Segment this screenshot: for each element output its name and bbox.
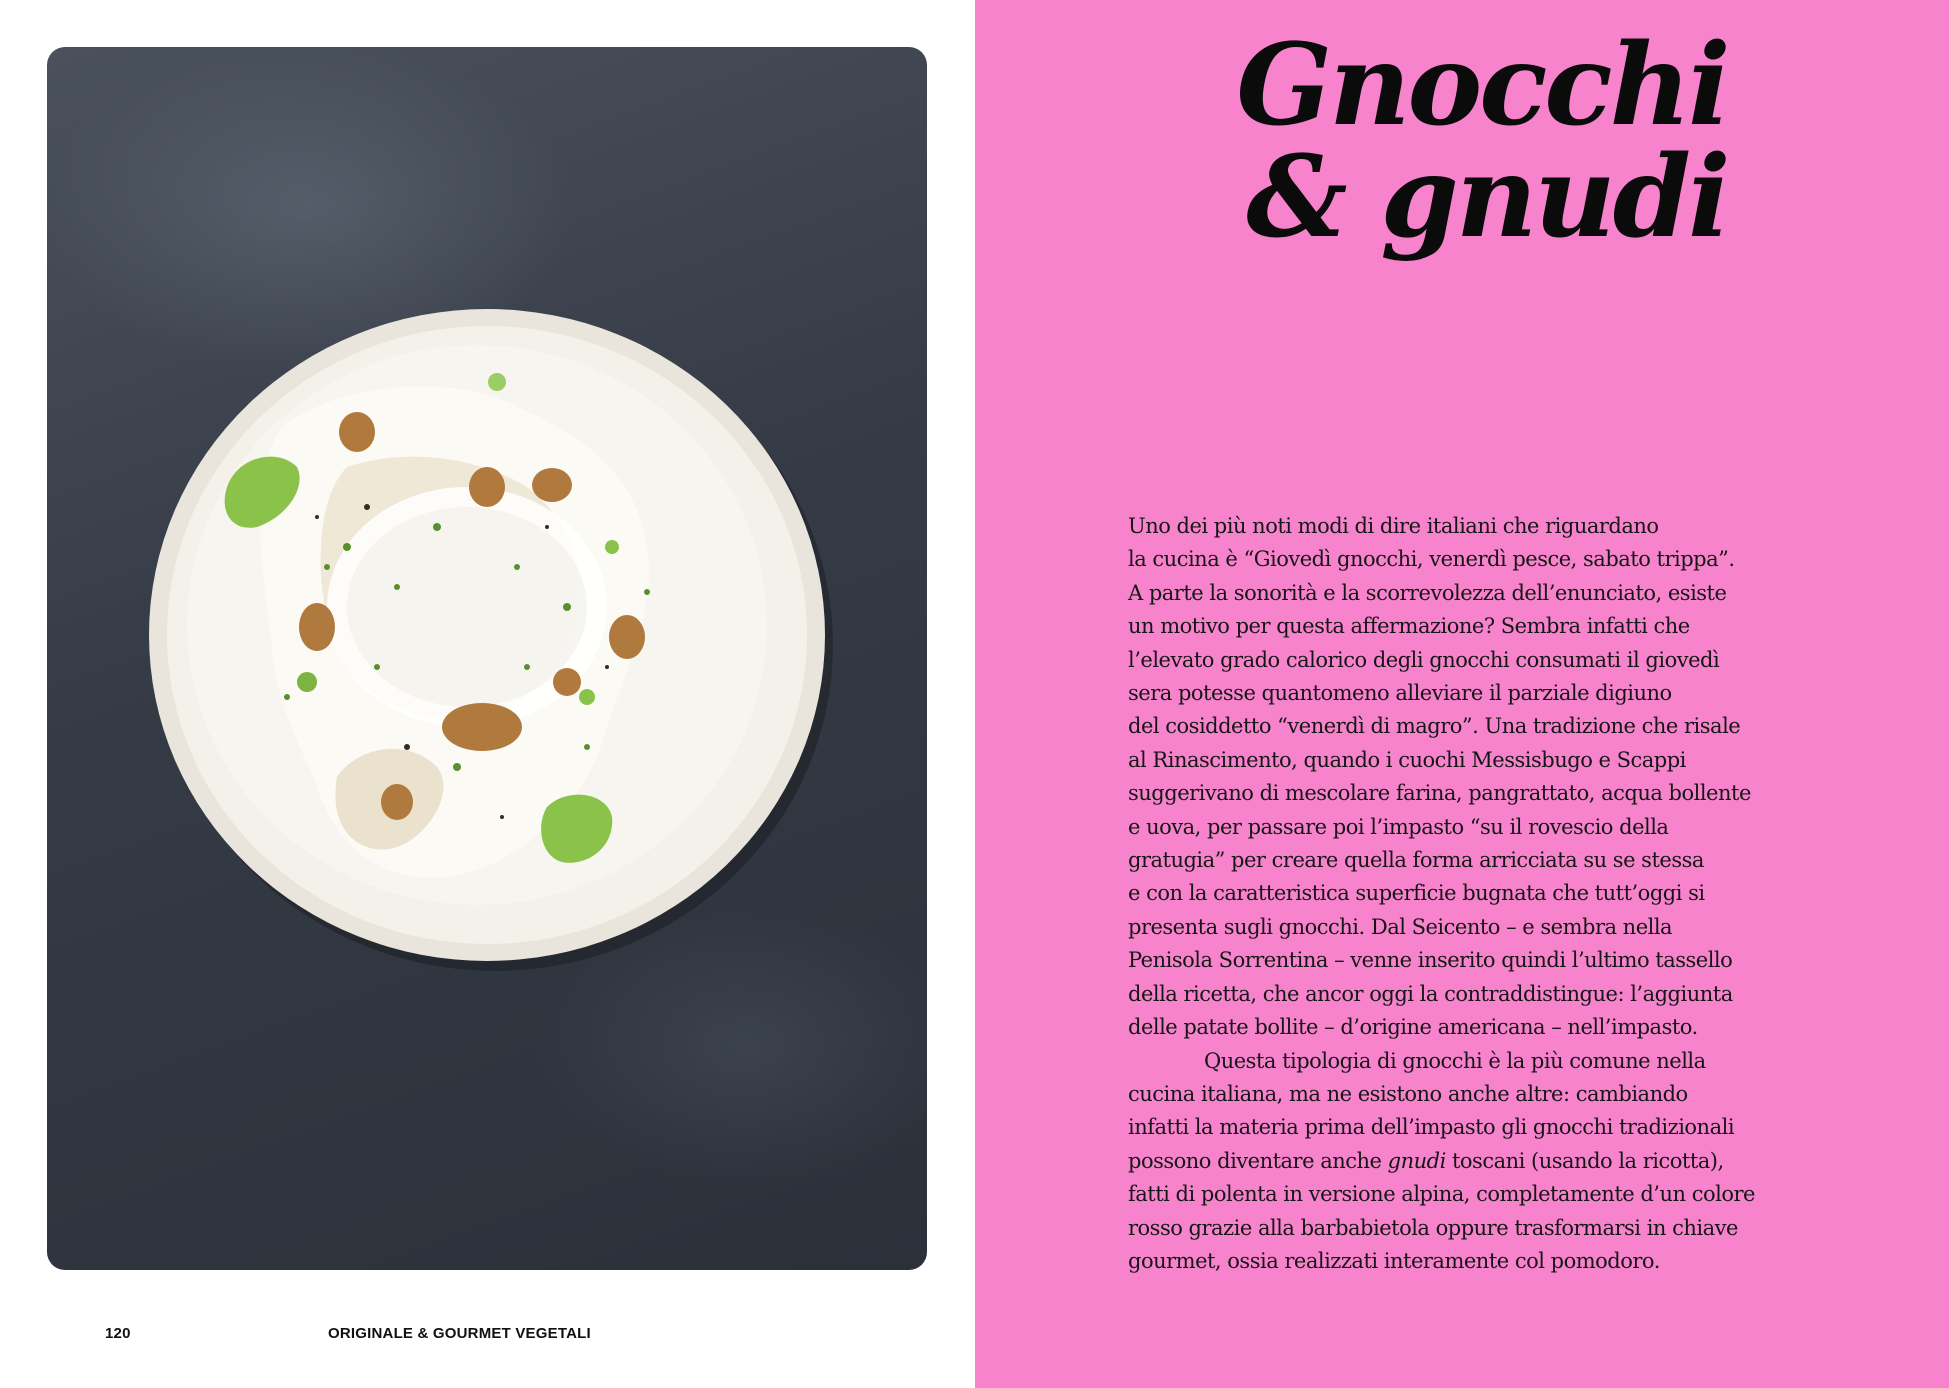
page-title xyxy=(975,20,1949,263)
text-line: sera potesse quantomeno alleviare il parziale digiuno xyxy=(1128,681,1672,706)
text-line: e uova, per passare poi l’impasto “su il rovescio della xyxy=(1128,814,1669,839)
text-line: del cosiddetto “venerdì di magro”. Una tradizione che risale xyxy=(1128,714,1741,739)
text-line: Penisola Sorrentina – venne inserito quindi l’ultimo tassello xyxy=(1128,948,1733,973)
text-line: e con la caratteristica superficie bugnata che tutt’oggi si xyxy=(1128,881,1705,906)
text-line: fatti di polenta in versione alpina, completamente d’un colore xyxy=(1128,1182,1755,1207)
title-line-1: Gnocchi xyxy=(1236,20,1728,151)
page-number: 120 xyxy=(105,1325,131,1342)
gnudi-italic: gnudi xyxy=(1387,1148,1446,1173)
text-line: rosso grazie alla barbabietola oppure trasformarsi in chiave xyxy=(1128,1215,1738,1240)
text-line: un motivo per questa affermazione? Sembra infatti che xyxy=(1128,614,1690,639)
title-line-2: & gnudi xyxy=(1246,132,1728,263)
text-line: l’elevato grado calorico degli gnocchi consumati il giovedì xyxy=(1128,647,1720,672)
text-segment: possono diventare anche xyxy=(1128,1148,1388,1173)
text-line: infatti la materia prima dell’impasto gli gnocchi tradizionali xyxy=(1128,1115,1735,1140)
text-line: cucina italiana, ma ne esistono anche altre: cambiando xyxy=(1128,1081,1688,1106)
text-line: presenta sugli gnocchi. Dal Seicento – e sembra nella xyxy=(1128,914,1673,939)
section-label: ORIGINALE & GOURMET VEGETALI xyxy=(328,1325,591,1342)
text-line xyxy=(1128,1145,1868,1178)
text-line: al Rinascimento, quando i cuochi Messisbugo e Scappi xyxy=(1128,747,1686,772)
text-line: delle patate bollite – d’origine americana – nell’impasto. xyxy=(1128,1015,1698,1040)
text-segment: toscani (usando la ricotta), xyxy=(1445,1148,1724,1173)
gnocchi-dish-photo xyxy=(47,47,927,1270)
plate-illustration xyxy=(47,47,927,1270)
text-line: gratugia” per creare quella forma arricciata su se stessa xyxy=(1128,848,1704,873)
body-text xyxy=(1128,510,1868,1278)
text-line: Uno dei più noti modi di dire italiani che riguardano xyxy=(1128,514,1659,538)
text-line: gourmet, ossia realizzati interamente col pomodoro. xyxy=(1128,1248,1660,1273)
text-line: della ricetta, che ancor oggi la contraddistingue: l’aggiunta xyxy=(1128,981,1733,1006)
text-line: la cucina è “Giovedì gnocchi, venerdì pesce, sabato trippa”. xyxy=(1128,547,1735,572)
text-line: A parte la sonorità e la scorrevolezza dell’enunciato, esiste xyxy=(1128,580,1727,605)
text-line: suggerivano di mescolare farina, pangrattato, acqua bollente xyxy=(1128,781,1751,806)
text-line: Questa tipologia di gnocchi è la più comune nella xyxy=(1204,1048,1706,1073)
